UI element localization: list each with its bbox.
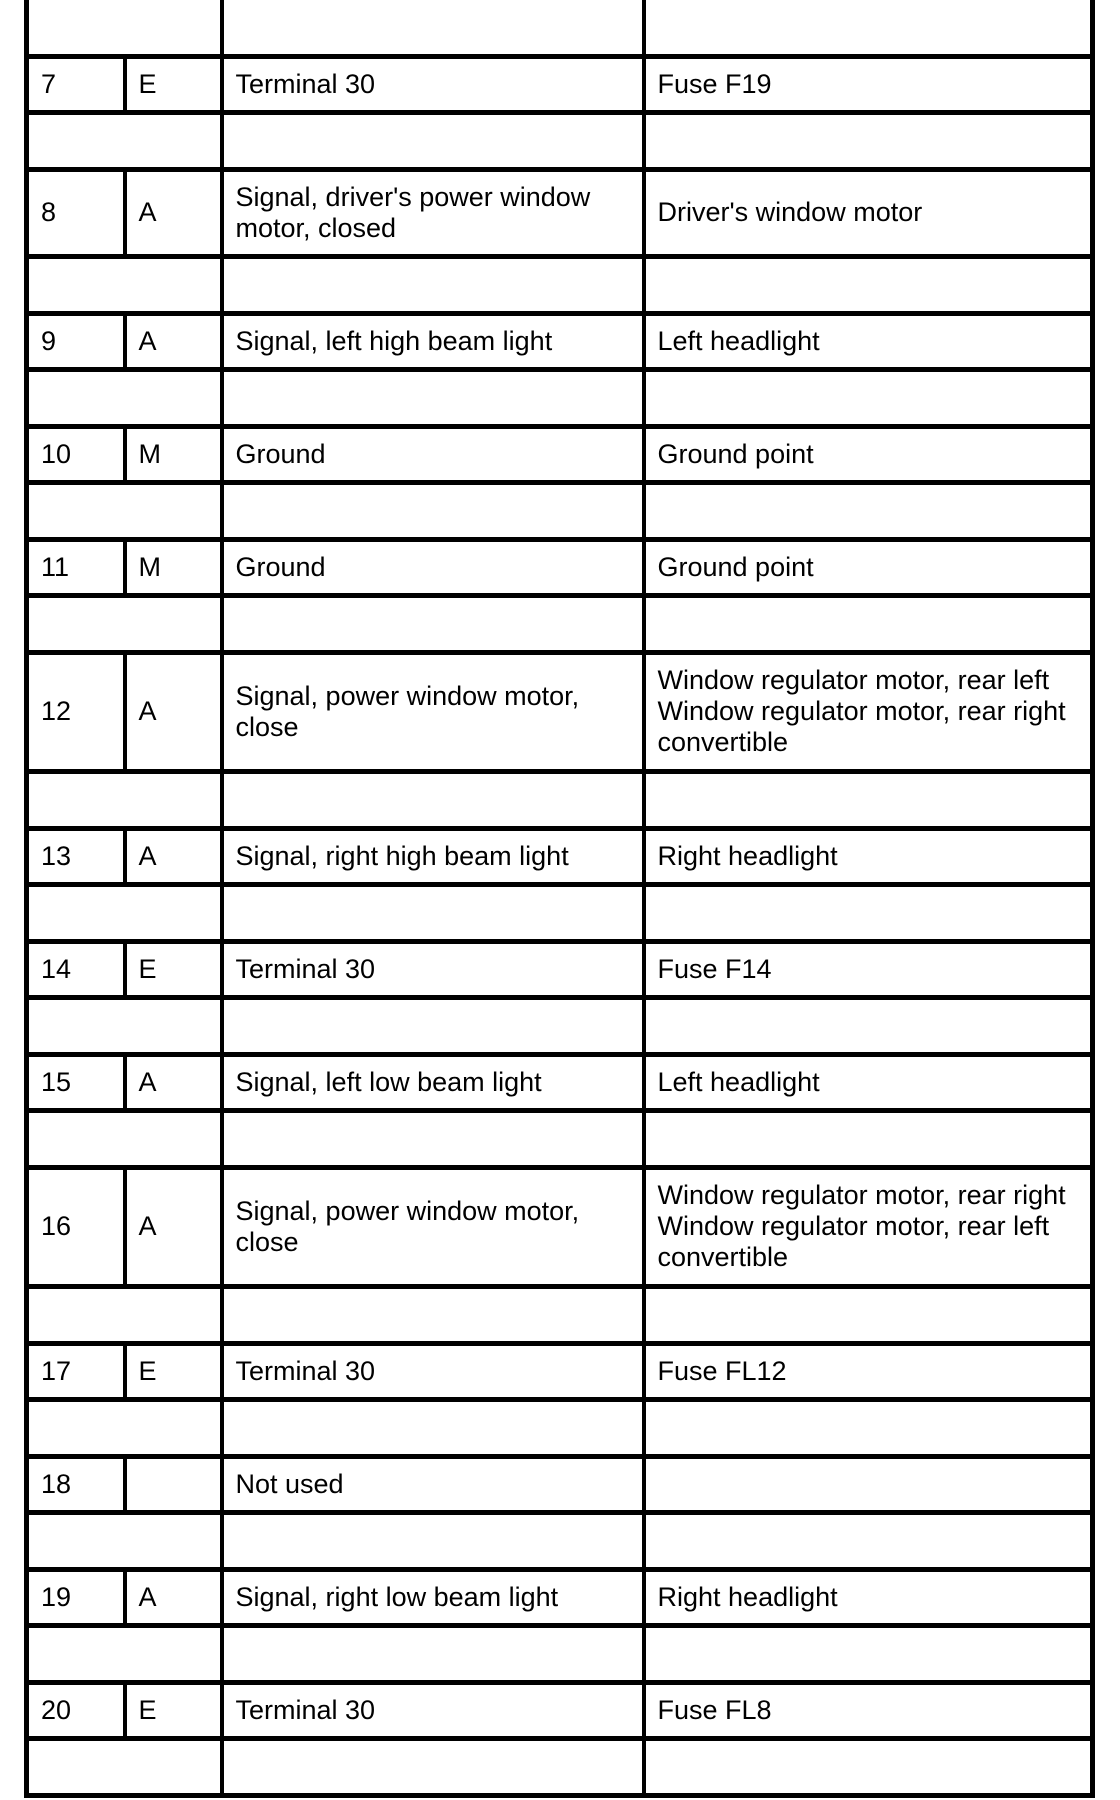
spacer-row — [27, 1738, 1093, 1795]
spacer-cell — [27, 595, 222, 652]
pin-row — [27, 169, 1093, 256]
signal-type-cell: A — [125, 652, 222, 771]
signal-type-cell: E — [125, 56, 222, 112]
spacer-cell — [644, 1512, 1093, 1569]
description-cell: Terminal 30 — [222, 56, 644, 112]
pin-number-cell: 10 — [27, 426, 125, 482]
spacer-cell — [222, 482, 644, 539]
description-cell: Signal, right high beam light — [222, 828, 644, 884]
spacer-cell — [644, 771, 1093, 828]
pin-row — [27, 1343, 1093, 1399]
pin-row — [27, 828, 1093, 884]
spacer-cell — [222, 369, 644, 426]
spacer-cell — [222, 884, 644, 941]
spacer-row — [27, 1286, 1093, 1343]
signal-type-cell: A — [125, 313, 222, 369]
description-cell: Signal, right low beam light — [222, 1569, 644, 1625]
spacer-cell — [222, 1738, 644, 1795]
spacer-cell — [222, 1286, 644, 1343]
spacer-cell — [27, 0, 222, 56]
spacer-cell — [222, 771, 644, 828]
pin-row — [27, 1054, 1093, 1110]
spacer-cell — [644, 1286, 1093, 1343]
description-cell: Signal, power window motor, close — [222, 652, 644, 771]
spacer-row — [27, 369, 1093, 426]
signal-type-cell: E — [125, 941, 222, 997]
spacer-cell — [644, 112, 1093, 169]
spacer-cell — [27, 1110, 222, 1167]
spacer-cell — [222, 997, 644, 1054]
spacer-row — [27, 1399, 1093, 1456]
connection-cell: Right headlight — [644, 828, 1093, 884]
description-cell: Signal, power window motor, close — [222, 1167, 644, 1286]
pin-row — [27, 1167, 1093, 1286]
pin-row — [27, 941, 1093, 997]
pin-number-cell: 14 — [27, 941, 125, 997]
signal-type-cell: M — [125, 539, 222, 595]
signal-type-cell: E — [125, 1343, 222, 1399]
spacer-row — [27, 482, 1093, 539]
pin-table-body — [27, 0, 1093, 1795]
spacer-row — [27, 256, 1093, 313]
pin-number-cell: 12 — [27, 652, 125, 771]
signal-type-cell — [125, 1456, 222, 1512]
connection-cell: Driver's window motor — [644, 169, 1093, 256]
spacer-row — [27, 1625, 1093, 1682]
description-cell: Signal, left low beam light — [222, 1054, 644, 1110]
connection-cell: Ground point — [644, 539, 1093, 595]
pin-assignment-table — [24, 0, 1095, 1798]
signal-type-cell: A — [125, 1167, 222, 1286]
pin-number-cell: 18 — [27, 1456, 125, 1512]
spacer-cell — [27, 1286, 222, 1343]
connection-cell: Fuse FL12 — [644, 1343, 1093, 1399]
signal-type-cell: E — [125, 1682, 222, 1738]
spacer-cell — [222, 595, 644, 652]
pin-row — [27, 1569, 1093, 1625]
spacer-cell — [27, 1738, 222, 1795]
spacer-cell — [222, 112, 644, 169]
connection-cell: Right headlight — [644, 1569, 1093, 1625]
pin-row — [27, 539, 1093, 595]
connection-cell: Window regulator motor, rear left Window regulator motor, rear right convertible — [644, 652, 1093, 771]
connection-cell: Fuse F14 — [644, 941, 1093, 997]
spacer-cell — [644, 1625, 1093, 1682]
signal-type-cell: A — [125, 1054, 222, 1110]
signal-type-cell: A — [125, 169, 222, 256]
spacer-cell — [644, 1110, 1093, 1167]
description-cell: Ground — [222, 426, 644, 482]
pin-number-cell: 9 — [27, 313, 125, 369]
spacer-cell — [222, 0, 644, 56]
spacer-cell — [27, 884, 222, 941]
pin-row — [27, 652, 1093, 771]
spacer-row — [27, 595, 1093, 652]
spacer-cell — [27, 1512, 222, 1569]
pin-number-cell: 16 — [27, 1167, 125, 1286]
spacer-cell — [222, 1625, 644, 1682]
pin-row — [27, 1682, 1093, 1738]
spacer-cell — [27, 1625, 222, 1682]
spacer-cell — [644, 595, 1093, 652]
spacer-row — [27, 771, 1093, 828]
spacer-cell — [27, 997, 222, 1054]
pin-number-cell: 13 — [27, 828, 125, 884]
spacer-cell — [27, 1399, 222, 1456]
description-cell: Terminal 30 — [222, 941, 644, 997]
description-cell: Terminal 30 — [222, 1682, 644, 1738]
signal-type-cell: M — [125, 426, 222, 482]
pin-row — [27, 1456, 1093, 1512]
spacer-cell — [644, 0, 1093, 56]
spacer-cell — [644, 884, 1093, 941]
spacer-cell — [644, 1399, 1093, 1456]
spacer-cell — [222, 1512, 644, 1569]
description-cell: Signal, driver's power window motor, closed — [222, 169, 644, 256]
pin-number-cell: 15 — [27, 1054, 125, 1110]
connection-cell: Ground point — [644, 426, 1093, 482]
pin-number-cell: 19 — [27, 1569, 125, 1625]
spacer-cell — [27, 256, 222, 313]
pin-number-cell: 20 — [27, 1682, 125, 1738]
spacer-cell — [222, 256, 644, 313]
connection-cell: Window regulator motor, rear right Window regulator motor, rear left convertible — [644, 1167, 1093, 1286]
description-cell: Ground — [222, 539, 644, 595]
spacer-cell — [222, 1399, 644, 1456]
spacer-cell — [27, 771, 222, 828]
spacer-row — [27, 112, 1093, 169]
pin-number-cell: 7 — [27, 56, 125, 112]
spacer-cell — [644, 482, 1093, 539]
connection-cell: Left headlight — [644, 1054, 1093, 1110]
spacer-cell — [644, 1738, 1093, 1795]
spacer-row — [27, 0, 1093, 56]
connection-cell: Fuse FL8 — [644, 1682, 1093, 1738]
pin-number-cell: 8 — [27, 169, 125, 256]
description-cell: Terminal 30 — [222, 1343, 644, 1399]
spacer-cell — [644, 256, 1093, 313]
pin-number-cell: 17 — [27, 1343, 125, 1399]
description-cell: Not used — [222, 1456, 644, 1512]
spacer-row — [27, 1110, 1093, 1167]
pin-row — [27, 56, 1093, 112]
pin-row — [27, 426, 1093, 482]
spacer-cell — [27, 112, 222, 169]
description-cell: Signal, left high beam light — [222, 313, 644, 369]
spacer-row — [27, 884, 1093, 941]
pin-row — [27, 313, 1093, 369]
signal-type-cell: A — [125, 828, 222, 884]
spacer-cell — [644, 997, 1093, 1054]
connection-cell: Left headlight — [644, 313, 1093, 369]
spacer-cell — [27, 482, 222, 539]
spacer-row — [27, 997, 1093, 1054]
spacer-row — [27, 1512, 1093, 1569]
spacer-cell — [27, 369, 222, 426]
spacer-cell — [222, 1110, 644, 1167]
signal-type-cell: A — [125, 1569, 222, 1625]
connection-cell: Fuse F19 — [644, 56, 1093, 112]
connection-cell — [644, 1456, 1093, 1512]
spacer-cell — [644, 369, 1093, 426]
pin-number-cell: 11 — [27, 539, 125, 595]
